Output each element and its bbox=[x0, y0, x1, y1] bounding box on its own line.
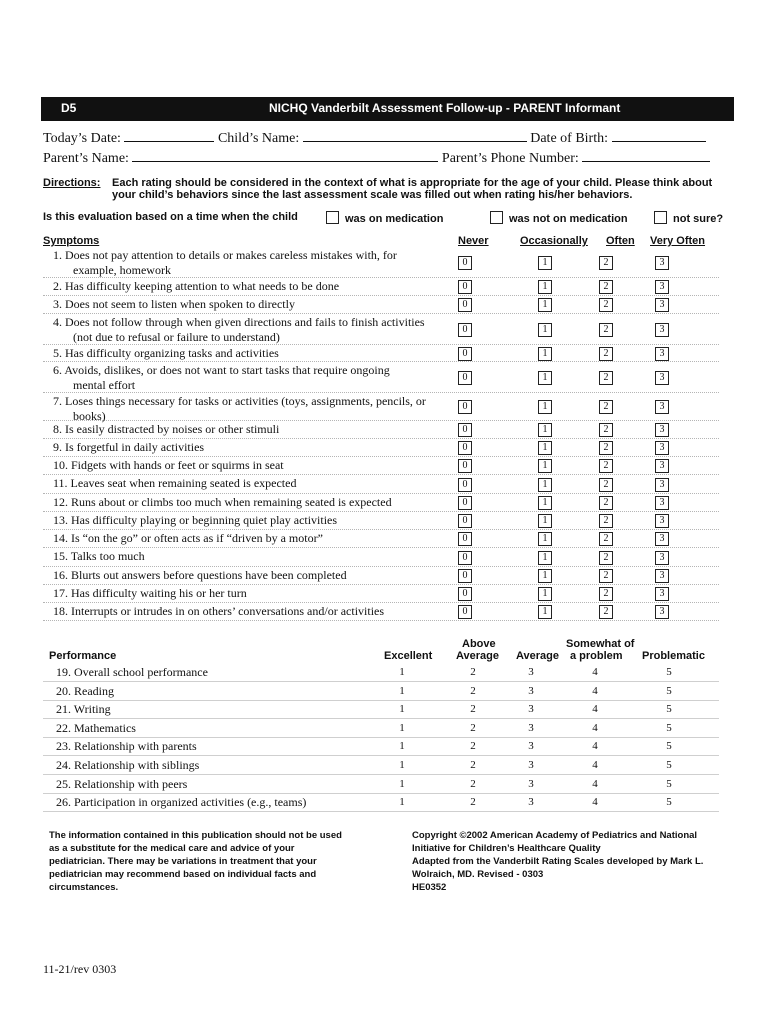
copyright-line: Initiative for Children’s Healthcare Quality bbox=[412, 843, 601, 854]
rating-box-2[interactable]: 2 bbox=[599, 587, 613, 601]
rating-box-3[interactable]: 3 bbox=[655, 532, 669, 546]
performance-rating-3[interactable]: 3 bbox=[528, 722, 534, 734]
symptom-text bbox=[53, 297, 295, 312]
rating-box-2[interactable]: 2 bbox=[599, 478, 613, 492]
performance-row bbox=[43, 719, 719, 738]
performance-rating-2[interactable]: 2 bbox=[470, 722, 476, 734]
symptom-text bbox=[53, 248, 397, 278]
rating-box-2[interactable]: 2 bbox=[599, 514, 613, 528]
rating-box-0[interactable]: 0 bbox=[458, 298, 472, 312]
col-never: Never bbox=[458, 235, 489, 247]
symptom-text bbox=[53, 346, 279, 361]
symptom-line-continued: books) bbox=[73, 409, 106, 423]
rating-box-1[interactable]: 1 bbox=[538, 532, 552, 546]
rating-box-0[interactable]: 0 bbox=[458, 569, 472, 583]
symptom-line: 5. Has difficulty organizing tasks and activities bbox=[53, 346, 279, 360]
symptom-text bbox=[53, 458, 284, 473]
directions-line2: your child’s behaviors since the last assessment scale was filled out when rating his/her behaviors. bbox=[112, 189, 633, 201]
performance-text: 24. Relationship with siblings bbox=[56, 758, 200, 772]
symptom-line: 8. Is easily distracted by noises or other stimuli bbox=[53, 422, 280, 436]
rating-box-0[interactable]: 0 bbox=[458, 256, 472, 270]
performance-rating-3[interactable]: 3 bbox=[528, 759, 534, 771]
performance-rating-3[interactable]: 3 bbox=[528, 796, 534, 808]
performance-rating-4[interactable]: 4 bbox=[592, 796, 598, 808]
performance-rating-3[interactable]: 3 bbox=[528, 685, 534, 697]
symptom-line: 3. Does not seem to listen when spoken to directly bbox=[53, 297, 295, 311]
performance-rating-5[interactable]: 5 bbox=[666, 722, 672, 734]
rating-box-0[interactable]: 0 bbox=[458, 605, 472, 619]
rating-box-0[interactable]: 0 bbox=[458, 323, 472, 337]
rating-box-2[interactable]: 2 bbox=[599, 280, 613, 294]
rating-box-3[interactable]: 3 bbox=[655, 551, 669, 565]
not-on-medication-option[interactable] bbox=[490, 211, 628, 225]
performance-text: 21. Writing bbox=[56, 702, 111, 716]
col-occasionally: Occasionally bbox=[520, 235, 588, 247]
symptom-text bbox=[53, 279, 339, 294]
dob-label: Date of Birth: bbox=[530, 131, 608, 146]
rating-box-1[interactable]: 1 bbox=[538, 605, 552, 619]
symptom-row bbox=[43, 362, 719, 393]
symptom-text bbox=[53, 495, 392, 510]
rating-box-1[interactable]: 1 bbox=[538, 256, 552, 270]
rating-box-3[interactable]: 3 bbox=[655, 347, 669, 361]
symptom-line: 11. Leaves seat when remaining seated is expected bbox=[53, 476, 297, 490]
on-medication-checkbox[interactable] bbox=[326, 211, 339, 224]
performance-rating-1[interactable]: 1 bbox=[399, 740, 405, 752]
col-often: Often bbox=[606, 235, 635, 247]
rating-box-3[interactable]: 3 bbox=[655, 323, 669, 337]
rating-box-2[interactable]: 2 bbox=[599, 459, 613, 473]
parents-name-field[interactable] bbox=[132, 149, 438, 162]
performance-rating-1[interactable]: 1 bbox=[399, 666, 405, 678]
symptom-text bbox=[53, 549, 145, 564]
symptom-text bbox=[53, 531, 323, 546]
performance-rating-4[interactable]: 4 bbox=[592, 703, 598, 715]
symptom-row bbox=[43, 296, 719, 314]
rating-box-0[interactable]: 0 bbox=[458, 532, 472, 546]
performance-rating-3[interactable]: 3 bbox=[528, 703, 534, 715]
parents-phone-label: Parent’s Phone Number: bbox=[441, 151, 579, 166]
performance-text: 23. Relationship with parents bbox=[56, 739, 197, 753]
performance-rating-2[interactable]: 2 bbox=[470, 666, 476, 678]
rating-box-0[interactable]: 0 bbox=[458, 496, 472, 510]
directions-line1: Each rating should be considered in the context of what is appropriate for the age of your child. Please think about bbox=[112, 177, 713, 189]
rating-box-1[interactable]: 1 bbox=[538, 323, 552, 337]
symptom-row bbox=[43, 421, 719, 439]
performance-rating-2[interactable]: 2 bbox=[470, 796, 476, 808]
symptom-line-continued: (not due to refusal or failure to understand) bbox=[73, 330, 280, 344]
performance-rating-2[interactable]: 2 bbox=[470, 778, 476, 790]
not-on-medication-label: was not on medication bbox=[509, 213, 628, 225]
performance-rating-4[interactable]: 4 bbox=[592, 722, 598, 734]
symptom-row bbox=[43, 494, 719, 512]
performance-rating-5[interactable]: 5 bbox=[666, 778, 672, 790]
performance-rating-4[interactable]: 4 bbox=[592, 759, 598, 771]
performance-rating-5[interactable]: 5 bbox=[666, 796, 672, 808]
symptom-line: 1. Does not pay attention to details or makes careless mistakes with, for bbox=[53, 248, 397, 262]
col-above-average: Average bbox=[456, 650, 500, 662]
performance-rating-3[interactable]: 3 bbox=[528, 666, 534, 678]
rating-box-2[interactable]: 2 bbox=[599, 496, 613, 510]
rating-box-3[interactable]: 3 bbox=[655, 569, 669, 583]
symptom-line: 13. Has difficulty playing or beginning quiet play activities bbox=[53, 513, 338, 527]
rating-box-2[interactable]: 2 bbox=[599, 532, 613, 546]
col-a-problem: a problem bbox=[570, 650, 623, 662]
form-header bbox=[41, 97, 734, 121]
symptom-line: 15. Talks too much bbox=[53, 549, 145, 563]
rating-box-2[interactable]: 2 bbox=[599, 371, 613, 385]
performance-rating-1[interactable]: 1 bbox=[399, 759, 405, 771]
symptom-line: 10. Fidgets with hands or feet or squirms in seat bbox=[53, 458, 284, 472]
rating-box-1[interactable]: 1 bbox=[538, 569, 552, 583]
performance-rating-5[interactable]: 5 bbox=[666, 759, 672, 771]
rating-box-3[interactable]: 3 bbox=[655, 423, 669, 437]
rating-box-3[interactable]: 3 bbox=[655, 441, 669, 455]
disclaimer-line: pediatrician may recommend based on individual facts and bbox=[49, 869, 317, 880]
symptom-line: 4. Does not follow through when given directions and fails to finish activities bbox=[53, 315, 425, 329]
symptom-row bbox=[43, 393, 719, 421]
symptom-line: 16. Blurts out answers before questions have been completed bbox=[53, 568, 347, 582]
symptom-line: 12. Runs about or climbs too much when remaining seated is expected bbox=[53, 495, 392, 509]
rating-box-1[interactable]: 1 bbox=[538, 459, 552, 473]
not-sure-option[interactable] bbox=[654, 211, 723, 225]
dob-field[interactable] bbox=[612, 129, 706, 142]
symptom-text bbox=[53, 422, 279, 437]
disclaimer-line: circumstances. bbox=[49, 882, 119, 893]
symptom-text bbox=[53, 604, 384, 619]
symptom-text bbox=[53, 394, 426, 424]
rating-box-2[interactable]: 2 bbox=[599, 323, 613, 337]
rating-box-1[interactable]: 1 bbox=[538, 441, 552, 455]
performance-rating-2[interactable]: 2 bbox=[470, 685, 476, 697]
rating-box-2[interactable]: 2 bbox=[599, 400, 613, 414]
not-on-medication-checkbox[interactable] bbox=[490, 211, 503, 224]
symptom-line-continued: mental effort bbox=[73, 378, 136, 392]
performance-text: 25. Relationship with peers bbox=[56, 777, 188, 791]
rating-box-3[interactable]: 3 bbox=[655, 280, 669, 294]
performance-rating-4[interactable]: 4 bbox=[592, 685, 598, 697]
performance-text: 20. Reading bbox=[56, 684, 114, 698]
symptoms-heading: Symptoms bbox=[43, 235, 100, 247]
performance-row bbox=[43, 663, 719, 682]
rating-box-1[interactable]: 1 bbox=[538, 478, 552, 492]
symptom-line: 7. Loses things necessary for tasks or activities (toys, assignments, pencils, or bbox=[53, 394, 426, 408]
parent-row bbox=[43, 149, 710, 167]
rating-box-0[interactable]: 0 bbox=[458, 587, 472, 601]
rating-box-2[interactable]: 2 bbox=[599, 551, 613, 565]
performance-row bbox=[43, 700, 719, 719]
symptom-row bbox=[43, 512, 719, 530]
rating-box-2[interactable]: 2 bbox=[599, 298, 613, 312]
rating-box-0[interactable]: 0 bbox=[458, 441, 472, 455]
rating-box-3[interactable]: 3 bbox=[655, 256, 669, 270]
performance-rating-5[interactable]: 5 bbox=[666, 666, 672, 678]
disclaimer bbox=[49, 829, 342, 894]
copyright-line: Wolraich, MD. Revised - 0303 bbox=[412, 869, 544, 880]
rating-box-0[interactable]: 0 bbox=[458, 551, 472, 565]
rating-box-2[interactable]: 2 bbox=[599, 605, 613, 619]
rating-box-3[interactable]: 3 bbox=[655, 514, 669, 528]
rating-box-1[interactable]: 1 bbox=[538, 347, 552, 361]
performance-rating-3[interactable]: 3 bbox=[528, 740, 534, 752]
performance-rating-5[interactable]: 5 bbox=[666, 703, 672, 715]
performance-row bbox=[43, 682, 719, 701]
parents-phone-field[interactable] bbox=[582, 149, 710, 162]
performance-rating-2[interactable]: 2 bbox=[470, 740, 476, 752]
rating-box-0[interactable]: 0 bbox=[458, 347, 472, 361]
performance-rating-4[interactable]: 4 bbox=[592, 778, 598, 790]
symptom-row bbox=[43, 475, 719, 494]
performance-rating-2[interactable]: 2 bbox=[470, 703, 476, 715]
performance-row bbox=[43, 775, 719, 794]
copyright-line: HE0352 bbox=[412, 882, 447, 893]
symptom-line: 9. Is forgetful in daily activities bbox=[53, 440, 205, 454]
rating-box-1[interactable]: 1 bbox=[538, 423, 552, 437]
disclaimer-line: The information contained in this publication should not be used bbox=[49, 830, 342, 841]
todays-date-label: Today’s Date: bbox=[43, 131, 121, 146]
disclaimer-line: as a substitute for the medical care and advice of your bbox=[49, 843, 295, 854]
rating-box-2[interactable]: 2 bbox=[599, 423, 613, 437]
rating-box-2[interactable]: 2 bbox=[599, 347, 613, 361]
copyright-line: Adapted from the Vanderbilt Rating Scales developed by Mark L. bbox=[412, 856, 704, 867]
col-somewhat-of: Somewhat of bbox=[566, 638, 635, 650]
performance-rating-1[interactable]: 1 bbox=[399, 703, 405, 715]
rating-box-3[interactable]: 3 bbox=[655, 459, 669, 473]
rating-box-3[interactable]: 3 bbox=[655, 587, 669, 601]
rating-box-1[interactable]: 1 bbox=[538, 587, 552, 601]
disclaimer-line: pediatrician. There may be variations in treatment that your bbox=[49, 856, 317, 867]
rating-box-3[interactable]: 3 bbox=[655, 400, 669, 414]
not-sure-checkbox[interactable] bbox=[654, 211, 667, 224]
symptom-line: 17. Has difficulty waiting his or her turn bbox=[53, 586, 247, 600]
performance-rating-1[interactable]: 1 bbox=[399, 796, 405, 808]
performance-rating-1[interactable]: 1 bbox=[399, 722, 405, 734]
performance-heading: Performance bbox=[49, 650, 117, 662]
symptom-row bbox=[43, 278, 719, 296]
copyright bbox=[412, 829, 703, 894]
rating-box-0[interactable]: 0 bbox=[458, 280, 472, 294]
date-name-row bbox=[43, 129, 706, 147]
performance-text: 19. Overall school performance bbox=[56, 665, 208, 679]
rating-box-3[interactable]: 3 bbox=[655, 496, 669, 510]
symptom-row bbox=[43, 457, 719, 475]
rating-box-3[interactable]: 3 bbox=[655, 478, 669, 492]
symptom-text bbox=[53, 476, 296, 491]
rating-box-1[interactable]: 1 bbox=[538, 298, 552, 312]
symptom-row bbox=[43, 247, 719, 278]
childs-name-field[interactable] bbox=[303, 129, 527, 142]
symptom-line: 18. Interrupts or intrudes in on others’ conversations and/or activities bbox=[53, 604, 385, 618]
symptom-text bbox=[53, 315, 425, 345]
symptom-text bbox=[53, 513, 337, 528]
rating-box-1[interactable]: 1 bbox=[538, 371, 552, 385]
on-medication-option[interactable] bbox=[326, 211, 443, 225]
symptom-text bbox=[53, 586, 247, 601]
symptom-line: 6. Avoids, dislikes, or does not want to start tasks that require ongoing bbox=[53, 363, 390, 377]
copyright-line: Copyright ©2002 American Academy of Pediatrics and National bbox=[412, 830, 698, 841]
rating-box-3[interactable]: 3 bbox=[655, 605, 669, 619]
form-code: D5 bbox=[61, 101, 77, 115]
rating-box-1[interactable]: 1 bbox=[538, 400, 552, 414]
rating-box-0[interactable]: 0 bbox=[458, 478, 472, 492]
symptom-row bbox=[43, 567, 719, 585]
performance-rating-1[interactable]: 1 bbox=[399, 685, 405, 697]
symptom-line: 2. Has difficulty keeping attention to what needs to be done bbox=[53, 279, 340, 293]
performance-rating-5[interactable]: 5 bbox=[666, 685, 672, 697]
performance-rating-2[interactable]: 2 bbox=[470, 759, 476, 771]
symptom-row bbox=[43, 548, 719, 567]
col-average: Average bbox=[516, 650, 560, 662]
childs-name-label: Child’s Name: bbox=[217, 131, 300, 146]
rating-box-0[interactable]: 0 bbox=[458, 371, 472, 385]
col-excellent: Excellent bbox=[384, 650, 433, 662]
rating-box-1[interactable]: 1 bbox=[538, 496, 552, 510]
rating-box-3[interactable]: 3 bbox=[655, 371, 669, 385]
symptom-line: 14. Is “on the go” or often acts as if “driven by a motor” bbox=[53, 531, 323, 545]
rating-box-1[interactable]: 1 bbox=[538, 551, 552, 565]
form-title: NICHQ Vanderbilt Assessment Follow-up - PARENT Informant bbox=[269, 101, 621, 115]
performance-rating-5[interactable]: 5 bbox=[666, 740, 672, 752]
symptom-row bbox=[43, 530, 719, 548]
performance-row bbox=[43, 793, 719, 812]
symptom-line-continued: example, homework bbox=[73, 263, 171, 277]
symptom-row bbox=[43, 585, 719, 603]
performance-rating-4[interactable]: 4 bbox=[592, 740, 598, 752]
performance-row bbox=[43, 737, 719, 756]
performance-rating-1[interactable]: 1 bbox=[399, 778, 405, 790]
rating-box-1[interactable]: 1 bbox=[538, 280, 552, 294]
symptom-text bbox=[53, 440, 204, 455]
performance-text: 26. Participation in organized activities (e.g., teams) bbox=[56, 795, 307, 809]
symptom-row bbox=[43, 314, 719, 345]
not-sure-label: not sure? bbox=[673, 213, 724, 225]
col-very-often: Very Often bbox=[650, 235, 706, 247]
rating-box-0[interactable]: 0 bbox=[458, 459, 472, 473]
performance-row bbox=[43, 756, 719, 775]
directions-label: Directions: bbox=[43, 177, 101, 189]
performance-rating-4[interactable]: 4 bbox=[592, 666, 598, 678]
performance-text: 22. Mathematics bbox=[56, 721, 136, 735]
col-above: Above bbox=[462, 638, 496, 650]
revision-code: 11-21/rev 0303 bbox=[43, 962, 117, 976]
todays-date-field[interactable] bbox=[124, 129, 214, 142]
rating-box-1[interactable]: 1 bbox=[538, 514, 552, 528]
parents-name-label: Parent’s Name: bbox=[43, 151, 129, 166]
rating-box-0[interactable]: 0 bbox=[458, 423, 472, 437]
rating-box-2[interactable]: 2 bbox=[599, 569, 613, 583]
rating-box-2[interactable]: 2 bbox=[599, 441, 613, 455]
symptom-text bbox=[53, 568, 347, 583]
rating-box-0[interactable]: 0 bbox=[458, 514, 472, 528]
performance-rating-3[interactable]: 3 bbox=[528, 778, 534, 790]
col-problematic: Problematic bbox=[642, 650, 705, 662]
symptom-row bbox=[43, 603, 719, 621]
rating-box-2[interactable]: 2 bbox=[599, 256, 613, 270]
rating-box-0[interactable]: 0 bbox=[458, 400, 472, 414]
evaluation-question: Is this evaluation based on a time when the child bbox=[43, 211, 298, 223]
on-medication-label: was on medication bbox=[345, 213, 444, 225]
symptom-row bbox=[43, 345, 719, 362]
rating-box-3[interactable]: 3 bbox=[655, 298, 669, 312]
symptom-row bbox=[43, 439, 719, 457]
symptom-text bbox=[53, 363, 390, 393]
